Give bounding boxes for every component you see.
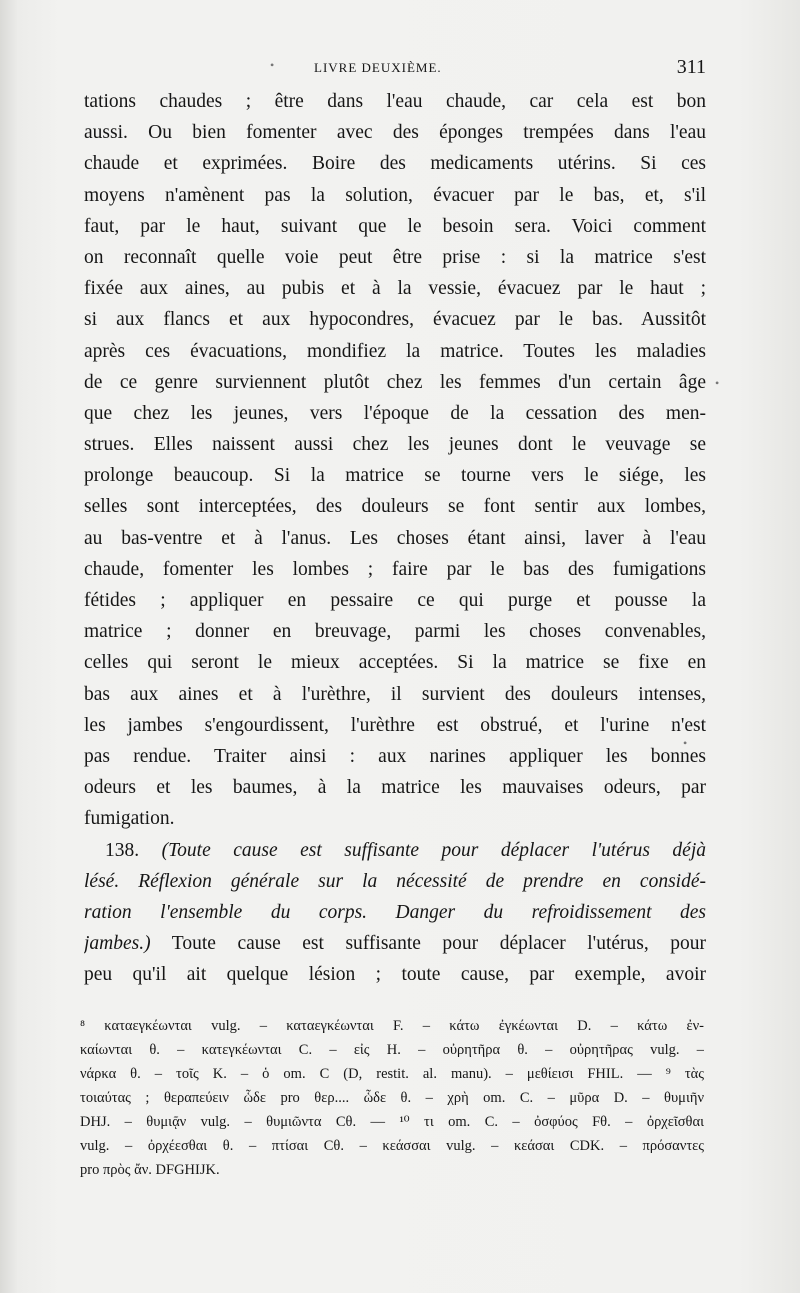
footnote-line: καίωνται θ. – κατεγκέωνται C. – εἰς H. – οὐρητῆρα θ. – οὐρητῆρας vulg. – [80,1042,704,1058]
ink-speck: • [270,58,275,72]
text-line: chaude et exprimées. Boire des medicaments utérins. Si ces [84,153,706,175]
text-line: aussi. Ou bien fomenter avec des éponges trempées dans l'eau [84,122,706,144]
main-text [84,86,706,990]
text-line: fumigation. [84,808,175,830]
text-line: prolonge beaucoup. Si la matrice se tourne vers le siége, les [84,465,706,487]
text-line: après ces évacuations, mondifiez la matrice. Toutes les maladies [84,340,706,362]
text-line: de ce genre surviennent plutôt chez les femmes d'un certain âge [84,371,706,393]
footnote-line: ⁸ καταεγκέωνται vulg. – καταεγκέωνται F. – κάτω ἐγκέωνται D. – κάτω ἐν- [80,1018,704,1034]
section-summary-line [84,897,706,928]
section-heading-line [84,835,706,866]
text-line: celles qui seront le mieux acceptées. Si la matrice se fixe en [84,652,706,674]
text-line: bas aux aines et à l'urèthre, il survient des douleurs intenses, [84,683,706,705]
section-summary-italic: lésé. Réflexion générale sur la nécessité de prendre en considé- [84,870,706,892]
section-text: Toute cause est suffisante pour déplacer l'utérus, pour [150,933,706,955]
running-title: LIVRE DEUXIÈME. [314,60,442,75]
text-line: au bas-ventre et à l'anus. Les choses étant ainsi, laver à l'eau [84,527,706,549]
text-line: odeurs et les baumes, à la matrice les mauvaises odeurs, par [84,777,706,799]
footnote-line: DHJ. – θυμιᾷν vulg. – θυμιῶντα Cθ. — ¹⁰ τι om. C. – ὀσφύος Fθ. – ὀρχεῖσθαι [80,1114,704,1130]
text-line: strues. Elles naissent aussi chez les jeunes dont le veuvage se [84,434,706,456]
text-line: fétides ; appliquer en pessaire ce qui purge et pousse la [84,590,706,611]
footnotes [80,1014,704,1182]
text-line: les jambes s'engourdissent, l'urèthre est obstrué, et l'urine n'est [84,714,706,736]
text-line: que chez les jeunes, vers l'époque de la cessation des men- [84,402,706,424]
ink-speck: • [683,736,688,750]
footnote-line: pro πρὸς ἄν. DFGHIJK. [80,1162,220,1178]
text-line: faut, par le haut, suivant que le besoin sera. Voici comment [84,215,706,237]
text-line: pas rendue. Traiter ainsi : aux narines appliquer les bonnes [84,745,706,767]
section-summary-line [84,866,706,897]
section-summary-italic: ration l'ensemble du corps. Danger du refroidissement des [84,901,706,923]
footnote-line: νάρκα θ. – τοῖς K. – ὁ om. C (D, restit. al. manu). – μεθίεισι FHIL. — ⁹ τὰς [80,1066,704,1082]
footnote-line: τοιαύτας ; θεραπεύειν ὧδε pro θερ.... ὧδε θ. – χρὴ om. C. – μῦρα D. – θυμιῆν [80,1090,704,1106]
section-summary-italic: jambes.) [84,933,151,955]
text-line: tations chaudes ; être dans l'eau chaude, car cela est bon [84,91,706,112]
ink-speck: • [715,376,720,390]
text-line: chaude, fomenter les lombes ; faire par le bas des fumigations [84,558,706,580]
text-line: matrice ; donner en breuvage, parmi les choses convenables, [84,621,706,643]
text-line: on reconnaît quelle voie peut être prise : si la matrice s'est [84,246,706,268]
page-header [84,56,706,86]
text-line: fixée aux aines, au pubis et à la vessie, évacuez par le haut ; [84,278,706,300]
text-line: si aux flancs et aux hypocondres, évacuez par le bas. Aussitôt [84,309,706,331]
section-number: 138. [105,839,140,861]
section-text-line: peu qu'il ait quelque lésion ; toute cause, par exemple, avoir [84,964,706,986]
text-line: selles sont interceptées, des douleurs se font sentir aux lombes, [84,496,706,518]
text-line: moyens n'amènent pas la solution, évacuer par le bas, et, s'il [84,184,706,206]
page-number: 311 [676,56,706,78]
section-text-line [84,928,706,959]
section-summary-italic: (Toute cause est suffisante pour déplacer l'utérus déjà [161,839,706,861]
footnote-line: vulg. – ὀρχέεσθαι θ. – πτίσαι Cθ. – κεάσσαι vulg. – κεάσαι CDK. – πρόσαντες [80,1138,704,1154]
